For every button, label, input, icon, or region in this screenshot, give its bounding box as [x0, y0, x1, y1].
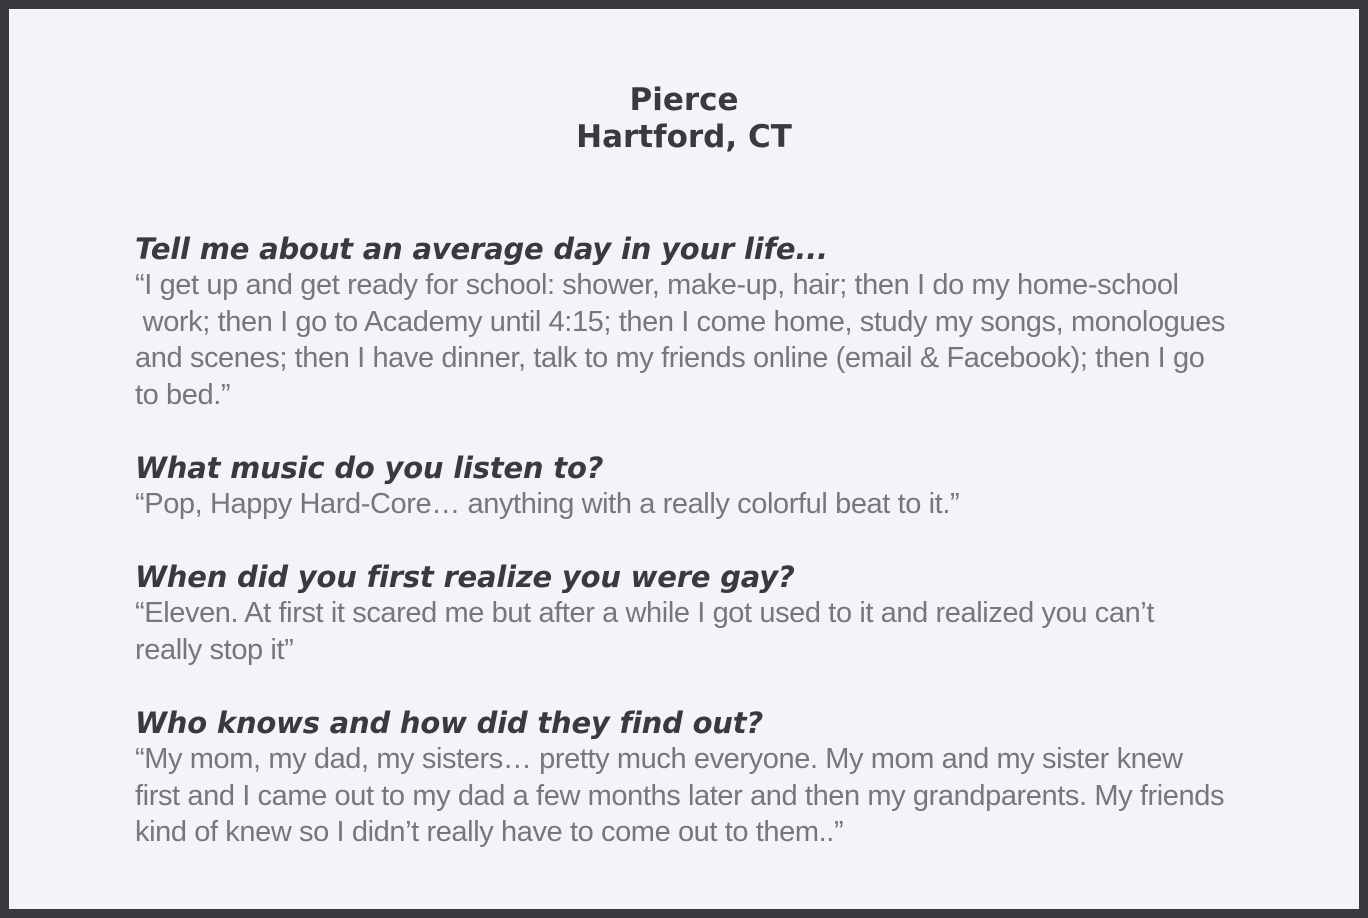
answer-line: “Eleven. At first it scared me but after a while I got used to it and realized you can’t [135, 597, 1155, 629]
answer-line: kind of knew so I didn’t really have to come out to them..” [135, 816, 844, 848]
answer-line: and scenes; then I have dinner, talk to my friends online (email & Facebook); then I go [135, 342, 1205, 374]
document-page [9, 9, 1359, 909]
question-text: When did you first realize you were gay? [135, 560, 795, 594]
qa-item-music [135, 450, 1305, 523]
person-name: Pierce [629, 82, 739, 118]
question-text: What music do you listen to? [135, 451, 604, 485]
answer-line: “I get up and get ready for school: shower, make-up, hair; then I do my home-school [135, 269, 1179, 301]
answer-line: really stop it” [135, 633, 294, 666]
question-text: Tell me about an average day in your life... [135, 232, 828, 266]
person-location: Hartford, CT [576, 119, 792, 155]
answer-line: work; then I go to Academy until 4:15; then I come home, study my songs, monologues [135, 305, 1225, 338]
qa-item-realize [135, 559, 1305, 668]
answer-line: “My mom, my dad, my sisters… pretty much everyone. My mom and my sister knew [135, 743, 1183, 775]
answer-line: first and I came out to my dad a few months later and then my grandparents. My friends [135, 779, 1225, 812]
question-text: Who knows and how did they find out? [135, 706, 764, 740]
answer-line: to bed.” [135, 378, 231, 411]
answer-line: “Pop, Happy Hard-Core… anything with a really colorful beat to it.” [135, 488, 960, 520]
qa-item-who-knows [135, 705, 1305, 851]
profile-header [9, 82, 1359, 156]
qa-item-average-day [135, 231, 1305, 413]
